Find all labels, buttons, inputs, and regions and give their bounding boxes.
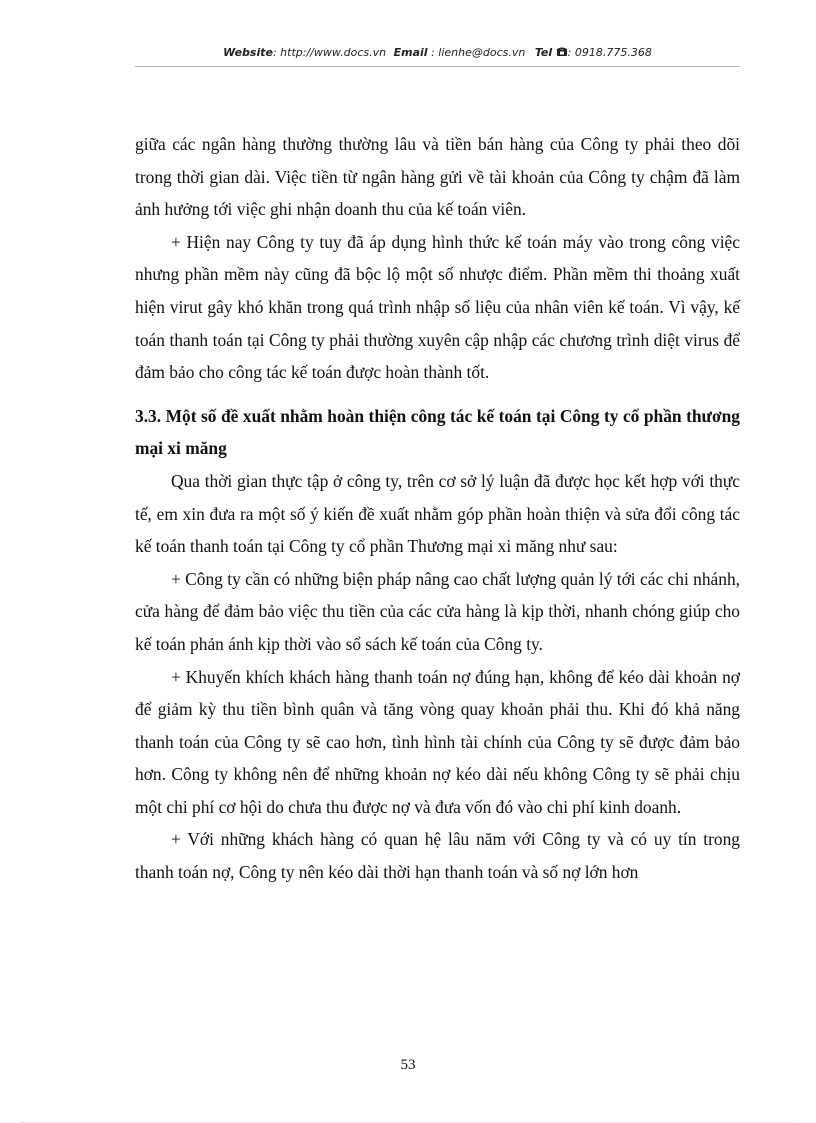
paragraph-intro: Qua thời gian thực tập ở công ty, trên cơ sở lý luận đã được học kết hợp với thực tế, em xin đưa ra một số ý kiến đề xuất nhằm góp phần hoàn thiện và sửa đổi công tác kế toán thanh toán tại Công ty cổ phần Thương mại xi măng như sau: — [135, 470, 740, 557]
paragraph-continuation: giữa các ngân hàng thường thường lâu và tiền bán hàng của Công ty phải theo dõi trong thời gian dài. Việc tiền từ ngân hàng gửi về tài khoản của Công ty chậm đã làm ảnh hưởng tới việc ghi nhận doanh thu của kế toán viên. — [135, 134, 740, 220]
document-body — [135, 128, 740, 889]
paragraph-management: + Công ty cần có những biện pháp nâng cao chất lượng quản lý tới các chi nhánh, cửa hàng để đảm bảo việc thu tiền của các cửa hàng là kịp thời, nhanh chóng giúp cho kế toán phản ánh kịp thời vào sổ sách kế toán của Công ty. — [135, 568, 740, 654]
tel-label: Tel — [534, 46, 553, 59]
email-value: : lienhe@docs.vn — [431, 46, 526, 59]
website-value: : http://www.docs.vn — [272, 46, 387, 59]
tel-value: : 0918.775.368 — [567, 46, 652, 59]
paragraph-software: + Hiện nay Công ty tuy đã áp dụng hình thức kế toán máy vào trong công việc nhưng phần mềm này cũng đã bộc lộ một số nhược điểm. Phần mềm thi thoảng xuất hiện virut gây khó khăn trong quá trình nhập số liệu của nhân viên kế toán. Vì vậy, kế toán thanh toán tại Công ty phải thường xuyên cập nhập các chương trình diệt virus để đảm bảo cho công tác kế toán được hoàn thành tốt. — [135, 231, 740, 383]
header-divider — [135, 66, 740, 67]
page-number: 53 — [400, 1057, 416, 1073]
website-label: Website — [223, 46, 273, 59]
section-heading: 3.3. Một số đề xuất nhằm hoàn thiện công tác kế toán tại Công ty cổ phần thương mại xi măng — [135, 405, 740, 459]
email-label: Email — [393, 46, 428, 59]
phone-icon — [556, 46, 568, 60]
page-header — [135, 46, 740, 66]
paragraph-debt-collection: + Khuyến khích khách hàng thanh toán nợ đúng hạn, không để kéo dài khoản nợ để giảm kỳ thu tiền bình quân và tăng vòng quay khoản phải thu. Khi đó khả năng thanh toán của Công ty sẽ cao hơn, tình hình tài chính của Công ty sẽ được đảm bảo hơn. Công ty không nên để những khoản nợ kéo dài nếu không Công ty sẽ phải chịu một chi phí cơ hội do chưa thu được nợ và đưa vốn đó vào chi phí kinh doanh. — [135, 666, 740, 817]
paragraph-loyal-customers: + Với những khách hàng có quan hệ lâu năm với Công ty và có uy tín trong thanh toán nợ, Công ty nên kéo dài thời hạn thanh toán và số nợ lớn hơn — [135, 829, 740, 883]
